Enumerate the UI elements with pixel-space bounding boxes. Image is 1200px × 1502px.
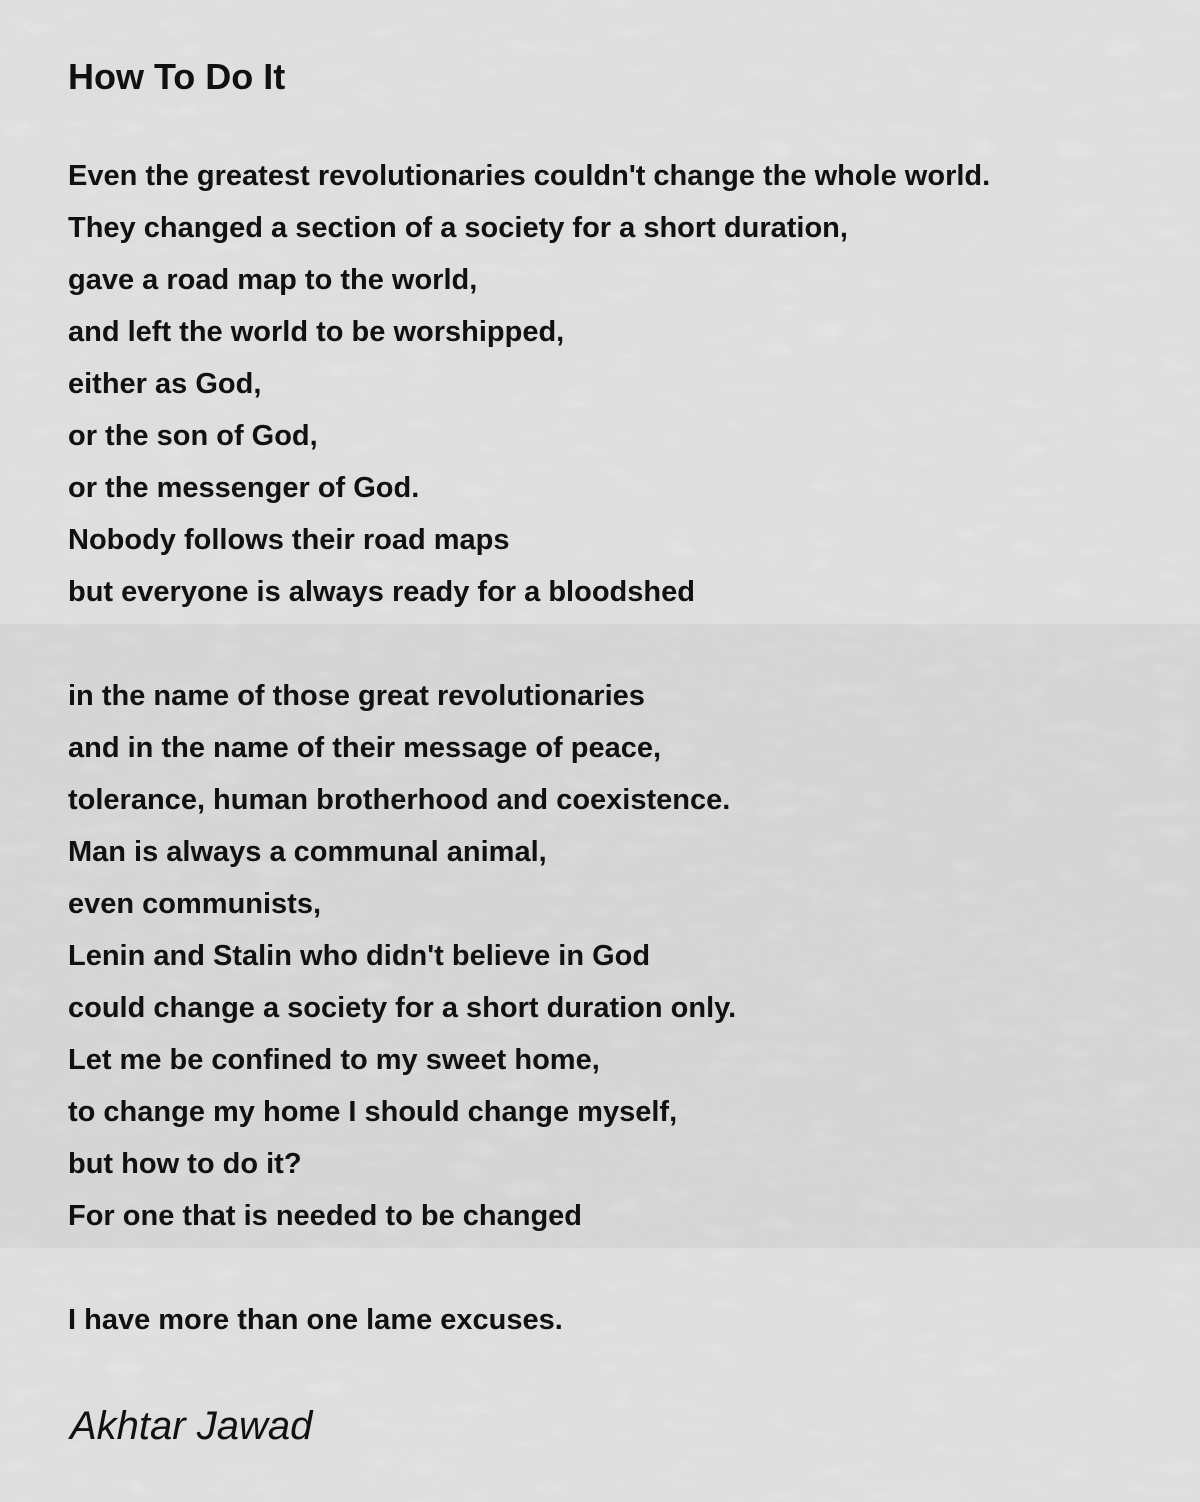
poem-line: and in the name of their message of peace, bbox=[68, 732, 662, 764]
stanza-1 bbox=[68, 154, 990, 622]
poem-line: They changed a section of a society for a short duration, bbox=[68, 212, 848, 244]
poem-line: For one that is needed to be changed bbox=[68, 1200, 582, 1232]
poem-line: and left the world to be worshipped, bbox=[68, 316, 565, 348]
poem-line: Even the greatest revolutionaries couldn't change the whole world. bbox=[68, 160, 991, 192]
poem-author: Akhtar Jawad bbox=[70, 1404, 313, 1448]
stanza-2 bbox=[68, 674, 736, 1246]
poem-line: gave a road map to the world, bbox=[68, 264, 478, 296]
poem-line: Nobody follows their road maps bbox=[68, 524, 510, 556]
poem-line: but how to do it? bbox=[68, 1148, 302, 1180]
poem-line: even communists, bbox=[68, 888, 322, 920]
poem-line: Lenin and Stalin who didn't believe in God bbox=[68, 940, 651, 972]
poem-title: How To Do It bbox=[68, 56, 286, 97]
background-band-bottom bbox=[0, 1248, 1200, 1502]
poem-line: Man is always a communal animal, bbox=[68, 836, 547, 868]
poem-line: or the messenger of God. bbox=[68, 472, 420, 504]
poem-line: I have more than one lame excuses. bbox=[68, 1304, 563, 1336]
poem-line: either as God, bbox=[68, 368, 262, 400]
poem-line: Let me be confined to my sweet home, bbox=[68, 1044, 600, 1076]
poem-line: or the son of God, bbox=[68, 420, 318, 452]
stanza-3 bbox=[68, 1298, 563, 1350]
poem-line: in the name of those great revolutionaries bbox=[68, 680, 645, 712]
poem-line: to change my home I should change myself, bbox=[68, 1096, 678, 1128]
poem-line: could change a society for a short duration only. bbox=[68, 992, 737, 1024]
poem-line: but everyone is always ready for a bloodshed bbox=[68, 576, 695, 608]
poem-line: tolerance, human brotherhood and coexistence. bbox=[68, 784, 731, 816]
